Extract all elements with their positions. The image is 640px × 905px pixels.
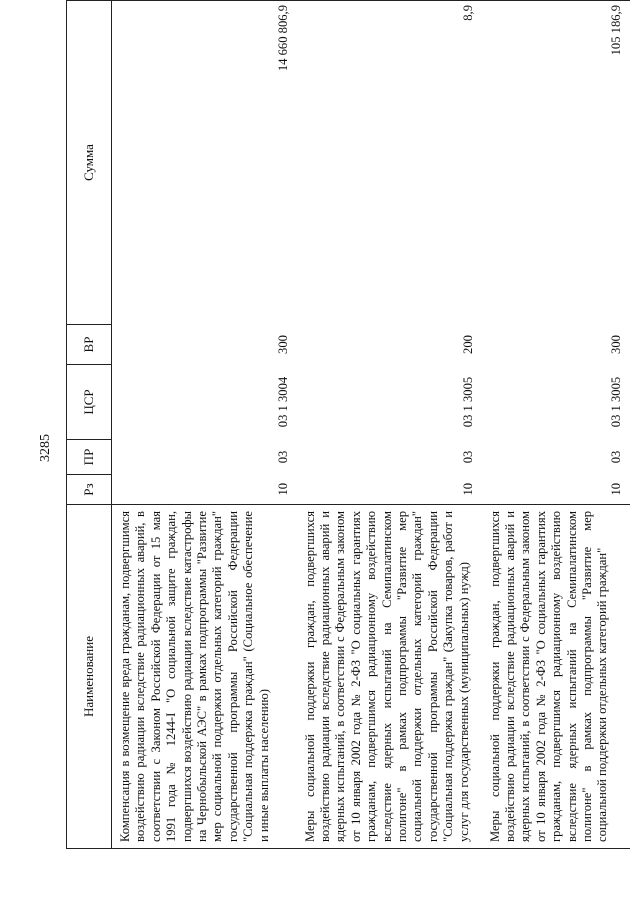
row-vr: 200 [461, 335, 476, 354]
table-row [112, 1, 297, 849]
row-name: Меры социальной поддержки граждан, подвергшихся воздействию радиации вследствие радиационных аварий и ядерных испытаний, в соответствии с Федеральным законом от 10 января 2002 года № 2-ФЗ "О социальных гарантиях гражданам, подвергшимся радиационному воздействию вследствие ядерных испытаний на Семипалатинском полигоне" в рамках подпрограммы "Развитие мер социальной поддержки отдельных категорий граждан" [482, 505, 630, 849]
row-rz: 10 [461, 482, 476, 496]
row-sum: 105 186,9 [482, 1, 630, 325]
row-csr: 03 1 3005 [609, 376, 624, 428]
budget-table [66, 0, 630, 849]
page-number: 3285 [38, 434, 53, 462]
row-pr: 03 [609, 450, 624, 464]
row-sum: 14 660 806,9 [112, 1, 297, 325]
row-rz: 10 [276, 482, 291, 496]
header-sum: Сумма [67, 1, 112, 325]
table-header-row [67, 1, 112, 849]
row-csr: 03 1 3005 [461, 376, 476, 428]
row-pr: 03 [276, 450, 291, 464]
row-name: Меры социальной поддержки граждан, подвергшихся воздействию радиации вследствие радиационных аварий и ядерных испытаний, в соответствии с Федеральным законом от 10 января 2002 года № 2-ФЗ "О социальных гарантиях гражданам, подвергшимся радиационному воздействию вследствие ядерных испытаний на Семипалатинском полигоне" в рамках подпрограммы "Развитие мер социальной поддержки отдельных категорий граждан" государственной программы Российской Федерации "Социальная поддержка граждан" (Закупка товаров, работ и услуг для государственных (муниципальных) нужд) [297, 505, 482, 849]
row-name: Компенсация в возмещение вреда гражданам, подвергшимся воздействию радиации вследствие радиационных аварий, в соответствии с Законом Российской Федерации от 15 мая 1991 года № 1244-I "О социальной защите граждан, подвергшихся воздействию радиации вследствие катастрофы на Чернобыльской АЭС" в рамках подпрограммы "Развитие мер социальной поддержки отдельных категорий граждан" государственной программы Российской Федерации "Социальная поддержка граждан" (Социальное обеспечение и иные выплаты населению) [112, 505, 297, 849]
row-rz: 10 [609, 482, 624, 496]
header-pr: ПР [67, 440, 112, 475]
row-vr: 300 [276, 335, 291, 354]
table-row [482, 1, 630, 849]
row-pr: 03 [461, 450, 476, 464]
row-vr: 300 [609, 335, 624, 354]
header-name: Наименование [67, 505, 112, 849]
row-sum: 8,9 [297, 1, 482, 325]
table-row [297, 1, 482, 849]
header-rz: Рз [67, 475, 112, 505]
row-csr: 03 1 3004 [276, 376, 291, 428]
header-csr: ЦСР [67, 365, 112, 440]
header-vr: ВР [67, 325, 112, 365]
